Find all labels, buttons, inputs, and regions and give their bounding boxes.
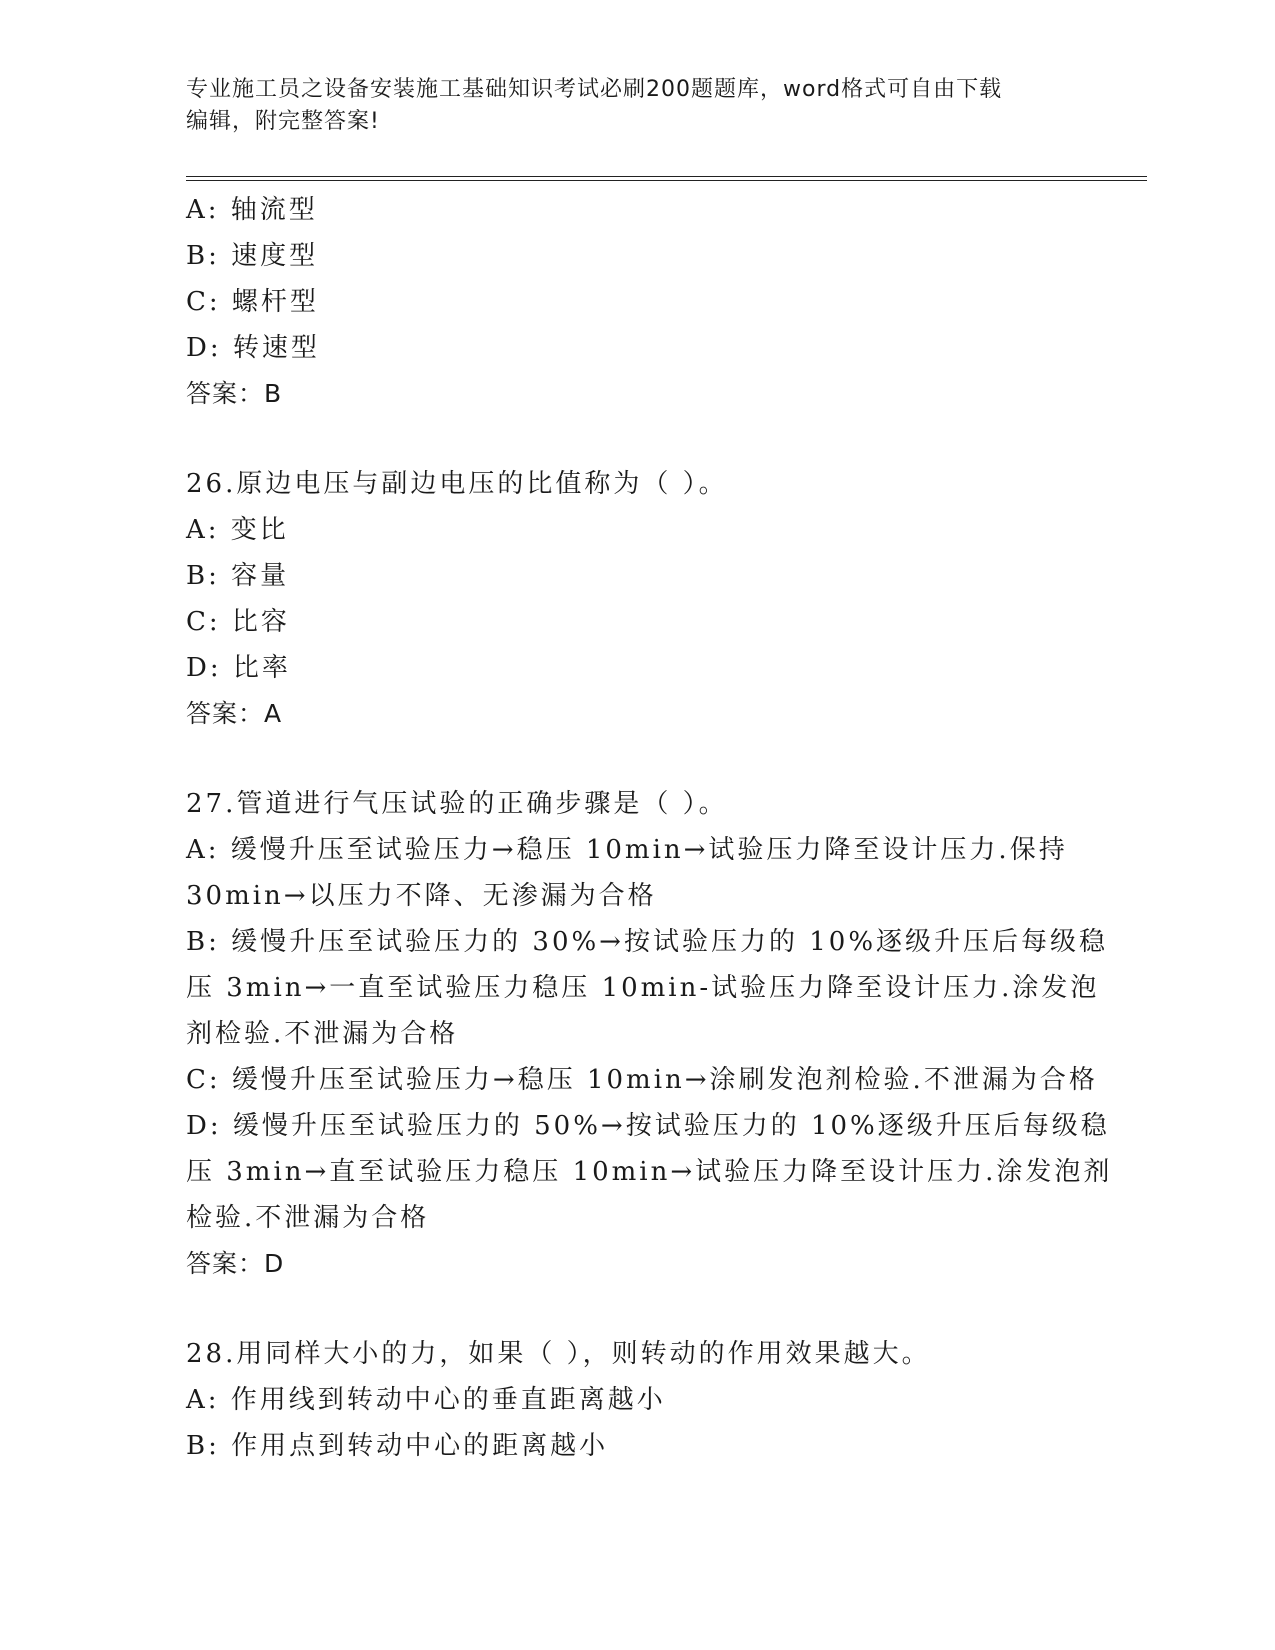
option-d: D: 比率 (186, 653, 291, 683)
option-b: B: 作用点到转动中心的距离越小 (186, 1431, 609, 1461)
question-block (186, 781, 1113, 1287)
question-text: 27.管道进行气压试验的正确步骤是（ ）。 (186, 789, 728, 819)
option-d-line-2: 压 3min→直至试验压力稳压 10min→试验压力降至设计压力.涂发泡剂 (186, 1157, 1113, 1187)
question-text: 28.用同样大小的力，如果（ ），则转动的作用效果越大。 (186, 1339, 931, 1369)
option-a: A: 变比 (186, 515, 289, 545)
header-divider (186, 176, 1147, 181)
option-a-line-1: A: 缓慢升压至试验压力→稳压 10min→试验压力降至设计压力.保持 (186, 835, 1068, 865)
option-b: B: 容量 (186, 561, 290, 591)
spacer (186, 1287, 1086, 1331)
option-d-line-1: D: 缓慢升压至试验压力的 50%→按试验压力的 10%逐级升压后每级稳 (186, 1111, 1110, 1141)
option-b-line-3: 剂检验.不泄漏为合格 (186, 1019, 459, 1049)
question-block (186, 461, 1086, 737)
question-text: 26.原边电压与副边电压的比值称为（ ）。 (186, 469, 728, 499)
answer: 答案：D (186, 1249, 285, 1278)
option-b: B: 速度型 (186, 241, 319, 271)
option-d: D: 转速型 (186, 333, 320, 363)
question-content (186, 187, 1113, 1469)
option-a: A: 轴流型 (186, 195, 318, 225)
document-page (186, 0, 1146, 1650)
option-b-line-1: B: 缓慢升压至试验压力的 30%→按试验压力的 10%逐级升压后每级稳 (186, 927, 1109, 957)
header-line-1: 专业施工员之设备安装施工基础知识考试必刷200题题库，word格式可自由下载 (186, 77, 1003, 102)
option-c: C: 比容 (186, 607, 290, 637)
answer: 答案：A (186, 699, 283, 728)
header-line-2: 编辑，附完整答案! (186, 109, 380, 134)
option-d-line-3: 检验.不泄漏为合格 (186, 1203, 430, 1233)
option-a-line-2: 30min→以压力不降、无渗漏为合格 (186, 881, 657, 911)
option-c: C: 缓慢升压至试验压力→稳压 10min→涂刷发泡剂检验.不泄漏为合格 (186, 1065, 1098, 1095)
option-c: C: 螺杆型 (186, 287, 319, 317)
question-block (186, 187, 1086, 417)
spacer (186, 417, 1086, 461)
option-a: A: 作用线到转动中心的垂直距离越小 (186, 1385, 666, 1415)
option-b-line-2: 压 3min→一直至试验压力稳压 10min-试验压力降至设计压力.涂发泡 (186, 973, 1100, 1003)
question-block (186, 1331, 1086, 1469)
answer: 答案：B (186, 379, 283, 408)
spacer (186, 737, 1086, 781)
document-header (186, 74, 1076, 138)
